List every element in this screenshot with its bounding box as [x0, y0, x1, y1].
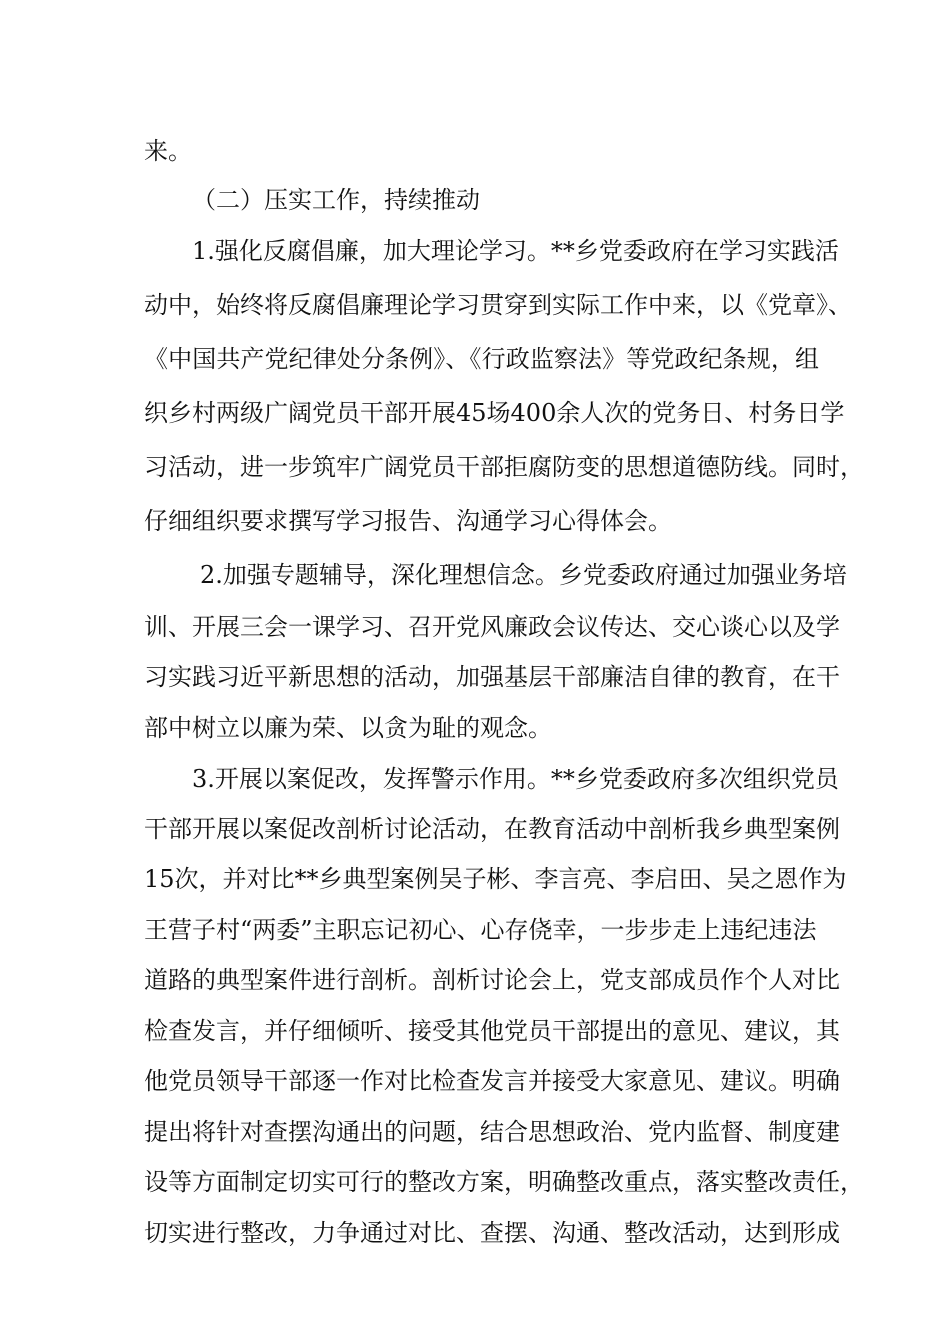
paragraph-3-line-9: 设等方面制定切实可行的整改方案，明确整改重点，落实整改责任， — [144, 1168, 864, 1196]
section-heading: （二）压实工作，持续推动 — [192, 186, 480, 214]
paragraph-1-line-3: 《中国共产党纪律处分条例》、《行政监察法》等党政纪条规，组 — [144, 345, 819, 373]
paragraph-1-line-6: 仔细组织要求撰写学习报告、沟通学习心得体会。 — [144, 507, 672, 535]
paragraph-2-line-1: 2.加强专题辅导，深化理想信念。乡党委政府通过加强业务培 — [200, 561, 847, 589]
paragraph-1-line-2: 动中，始终将反腐倡廉理论学习贯穿到实际工作中来，以《党章》、 — [144, 291, 852, 319]
paragraph-3-line-1: 3.开展以案促改，发挥警示作用。**乡党委政府多次组织党员 — [192, 765, 839, 793]
paragraph-3-line-4: 王营子村“两委”主职忘记初心、心存侥幸，一步步走上违纪违法 — [144, 916, 817, 944]
paragraph-3-line-7: 他党员领导干部逐一作对比检查发言并接受大家意见、建议。明确 — [144, 1067, 840, 1095]
paragraph-2-line-2: 训、开展三会一课学习、召开党风廉政会议传达、交心谈心以及学 — [144, 613, 840, 641]
paragraph-1-line-4: 织乡村两级广阔党员干部开展45场400余人次的党务日、村务日学 — [144, 399, 845, 427]
paragraph-1-line-5: 习活动，进一步筑牢广阔党员干部拒腐防变的思想道德防线。同时， — [144, 453, 864, 481]
paragraph-3-line-8: 提出将针对查摆沟通出的问题，结合思想政治、党内监督、制度建 — [144, 1118, 840, 1146]
paragraph-2-line-4: 部中树立以廉为荣、以贪为耻的观念。 — [144, 714, 552, 742]
paragraph-3-line-2: 干部开展以案促改剖析讨论活动，在教育活动中剖析我乡典型案例 — [144, 815, 840, 843]
paragraph-1-line-1: 1.强化反腐倡廉，加大理论学习。**乡党委政府在学习实践活 — [192, 237, 839, 265]
text-line: 来。 — [144, 137, 192, 165]
paragraph-2-line-3: 习实践习近平新思想的活动，加强基层干部廉洁自律的教育，在干 — [144, 663, 840, 691]
paragraph-3-line-10: 切实进行整改，力争通过对比、查摆、沟通、整改活动，达到形成 — [144, 1219, 840, 1247]
paragraph-3-line-6: 检查发言，并仔细倾听、接受其他党员干部提出的意见、建议，其 — [144, 1017, 840, 1045]
paragraph-3-line-3: 15次，并对比**乡典型案例吴子彬、李言亮、李启田、吴之恩作为 — [144, 865, 847, 893]
paragraph-3-line-5: 道路的典型案件进行剖析。剖析讨论会上，党支部成员作个人对比 — [144, 966, 840, 994]
